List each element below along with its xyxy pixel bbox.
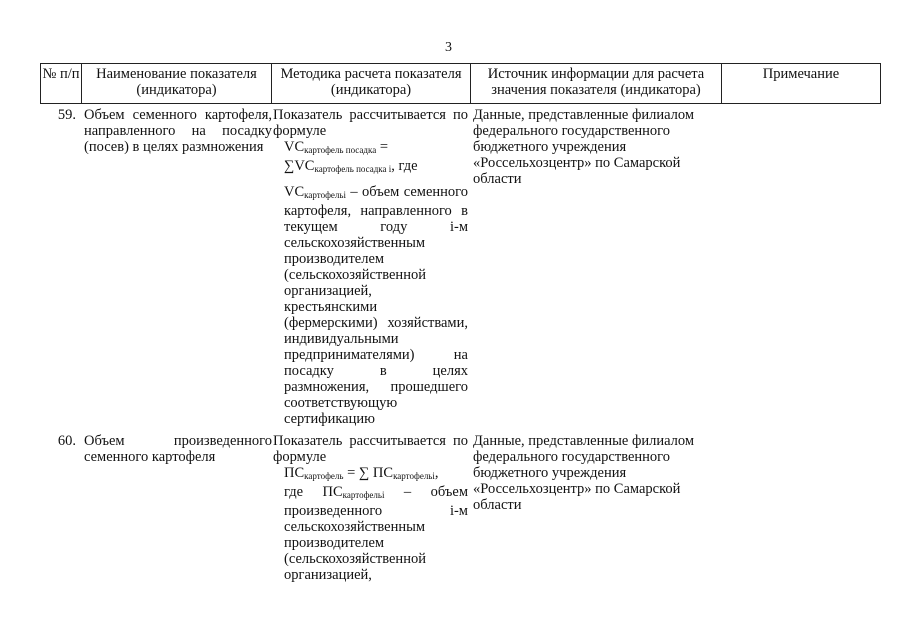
formula-where: , где	[391, 158, 418, 174]
formula	[273, 139, 468, 158]
formula-lhs: ПС	[284, 465, 305, 481]
indicator-table	[40, 63, 881, 603]
indicator-name: Объем семенного картофеля, направленного на посадку (посев) в целях размножения	[84, 107, 272, 155]
formula-lhs-subscript: картофель посадка	[304, 145, 377, 155]
formula-sum-subscript: картофель посадка i	[314, 164, 392, 174]
formula-sum: ПС	[372, 465, 394, 481]
header-divider	[721, 63, 722, 104]
header-divider	[81, 63, 82, 104]
method-intro: Показатель рассчитывается по формуле	[273, 433, 468, 465]
table-top-border-note	[681, 63, 881, 64]
definition-variable-subscript: картофельi	[342, 490, 385, 500]
table-top-border	[40, 63, 681, 64]
variable-definition	[273, 184, 468, 427]
header-divider	[271, 63, 272, 104]
header-note: Примечание	[762, 66, 840, 82]
definition-prefix: где	[284, 484, 323, 500]
formula-equals: = ∑	[343, 465, 373, 481]
formula-lhs: VC	[284, 139, 305, 155]
data-source: Данные, представленные филиалом федерального государственного бюджетного учреждения «Россельхозцентр» по Самарской области	[473, 107, 695, 187]
header-bottom-border	[40, 103, 681, 104]
indicator-name: Объем произведенного семенного картофеля	[84, 433, 272, 465]
method-intro: Показатель рассчитывается по формуле	[273, 107, 468, 139]
header-divider	[470, 63, 471, 104]
header-source: Источник информации для расчета значения показателя (индикатора)	[487, 66, 705, 98]
header-num: № п/п	[42, 66, 80, 82]
definition-variable-subscript: картофельi	[304, 190, 347, 200]
definition-text: – объем семенного картофеля, направленного в текущем году i-м сельскохозяйственным производителем (сельскохозяйственной организацией, крестьянскими (фермерскими) хозяйствами, индивидуальными предпринимателями) на посадку в целях размножения, прошедшего соответствующую сертификацию	[284, 184, 468, 427]
formula-where: ,	[434, 465, 439, 481]
header-divider	[880, 63, 881, 104]
row-number: 60.	[57, 433, 76, 449]
header-bottom-border-note	[681, 103, 881, 104]
header-name: Наименование показателя (индикатора)	[96, 66, 257, 98]
definition-text: – объем произведенного i-м сельскохозяйственным производителем (сельскохозяйственной организацией,	[284, 484, 468, 583]
page-number: 3	[445, 40, 452, 55]
definition-variable: ПС	[322, 484, 343, 500]
header-divider	[40, 63, 41, 104]
variable-definition	[273, 484, 468, 583]
row-number: 59.	[57, 107, 76, 123]
method-description	[273, 433, 468, 583]
definition-variable: VC	[284, 184, 305, 200]
formula-sum-subscript: картофельi	[393, 471, 435, 481]
method-description	[273, 107, 468, 427]
data-source: Данные, представленные филиалом федерального государственного бюджетного учреждения «Россельхозцентр» по Самарской области	[473, 433, 695, 513]
formula-lhs-subscript: картофель	[304, 471, 344, 481]
formula-equals: =	[376, 139, 389, 155]
header-method: Методика расчета показателя (индикатора)	[280, 66, 462, 98]
formula	[273, 465, 468, 484]
formula-sum-line	[273, 158, 468, 177]
formula-sum: ∑VC	[284, 158, 315, 174]
